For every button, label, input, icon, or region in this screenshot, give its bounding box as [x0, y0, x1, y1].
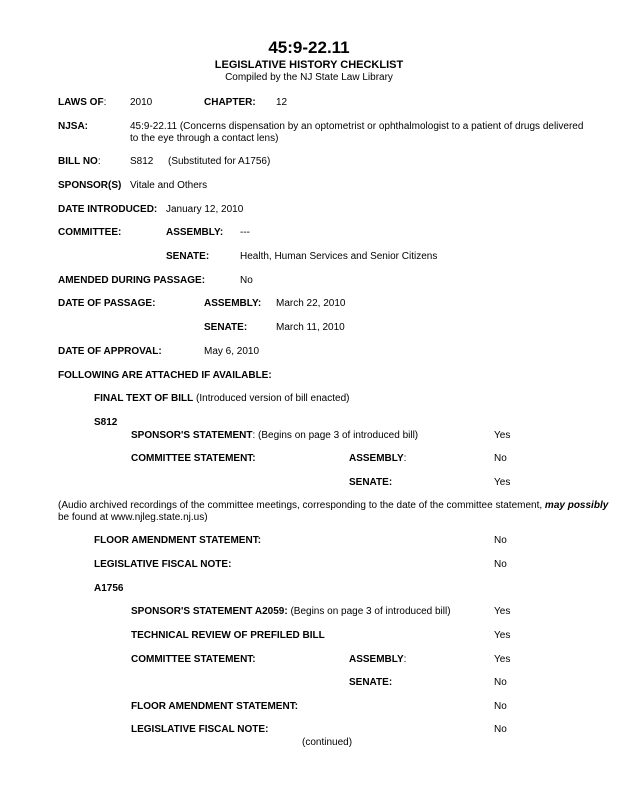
document-title: 45:9-22.11 [268, 38, 350, 57]
continued-note: (continued) [302, 737, 353, 748]
s812-floor-amendment-value: No [494, 535, 507, 546]
amended-label: AMENDED DURING PASSAGE: [58, 275, 206, 286]
bill-no-value: S812 [130, 156, 154, 167]
passage-senate-value: March 11, 2010 [276, 322, 345, 333]
sponsor-label: SPONSOR(S) [58, 180, 122, 191]
s812-sponsor-value: Yes [494, 430, 511, 441]
njsa-value: 45:9-22.11 (Concerns dispensation by an optometrist or ophthalmologist to a patient of drugs delivered to the eye through a contact lens) [130, 121, 584, 144]
committee-assembly-label: ASSEMBLY: [166, 227, 224, 238]
passage-senate-label: SENATE: [204, 322, 248, 333]
audio-note-line1: (Audio archived recordings of the committee meetings, corresponding to the date of the committee statement, may possibly [58, 500, 609, 511]
s812-heading: S812 [94, 417, 118, 428]
s812-floor-amendment-label: FLOOR AMENDMENT STATEMENT: [94, 535, 262, 546]
following-attached-heading: FOLLOWING ARE ATTACHED IF AVAILABLE: [58, 370, 272, 381]
s812-committee-statement-label: COMMITTEE STATEMENT: [131, 453, 256, 464]
a1756-floor-amendment-label: FLOOR AMENDMENT STATEMENT: [131, 701, 299, 712]
njsa-label: NJSA: [58, 121, 89, 132]
a1756-technical-review-value: Yes [494, 630, 511, 641]
date-of-approval-label: DATE OF APPROVAL: [58, 346, 162, 357]
document-subtitle: LEGISLATIVE HISTORY CHECKLIST [214, 59, 404, 71]
s812-assembly-label: ASSEMBLY: [349, 453, 407, 464]
a1756-assembly-label: ASSEMBLY: [349, 654, 407, 665]
committee-label: COMMITTEE: [58, 227, 122, 238]
s812-fiscal-note-value: No [494, 559, 507, 570]
audio-note-line2: be found at www.njleg.state.nj.us) [58, 512, 208, 523]
committee-assembly-value: --- [240, 227, 250, 238]
amended-value: No [240, 275, 253, 286]
passage-assembly-value: March 22, 2010 [276, 298, 346, 309]
date-introduced-value: January 12, 2010 [166, 204, 244, 215]
date-of-passage-label: DATE OF PASSAGE: [58, 298, 156, 309]
date-introduced-label: DATE INTRODUCED: [58, 204, 158, 215]
s812-fiscal-note-label: LEGISLATIVE FISCAL NOTE: [94, 559, 232, 570]
a1756-floor-amendment-value: No [494, 701, 507, 712]
a1756-fiscal-note-label: LEGISLATIVE FISCAL NOTE: [131, 724, 269, 735]
a1756-technical-review-label: TECHNICAL REVIEW OF PREFILED BILL [131, 630, 325, 641]
date-of-approval-value: May 6, 2010 [204, 346, 260, 357]
a1756-heading: A1756 [94, 583, 124, 594]
laws-of-value: 2010 [130, 97, 153, 108]
s812-sponsor-statement: SPONSOR'S STATEMENT: (Begins on page 3 of introduced bill) [131, 430, 419, 441]
a1756-senate-value: No [494, 677, 507, 688]
committee-senate-value: Health, Human Services and Senior Citizens [240, 251, 438, 262]
sponsor-value: Vitale and Others [130, 180, 208, 191]
s812-assembly-value: No [494, 453, 507, 464]
a1756-sponsor-value: Yes [494, 606, 511, 617]
bill-no-label: BILL NO: [58, 156, 101, 167]
compiled-by: Compiled by the NJ State Law Library [225, 72, 393, 83]
s812-senate-value: Yes [494, 477, 511, 488]
laws-of-label: LAWS OF: [58, 97, 107, 108]
a1756-fiscal-note-value: No [494, 724, 507, 735]
final-text-of-bill: FINAL TEXT OF BILL (Introduced version of bill enacted) [94, 393, 350, 404]
a1756-assembly-value: Yes [494, 654, 511, 665]
a1756-senate-label: SENATE: [349, 677, 393, 688]
bill-substituted: (Substituted for A1756) [168, 156, 271, 167]
committee-senate-label: SENATE: [166, 251, 210, 262]
chapter-value: 12 [276, 97, 288, 108]
chapter-label: CHAPTER: [204, 97, 256, 108]
a1756-sponsor-statement: SPONSOR'S STATEMENT A2059: (Begins on page 3 of introduced bill) [131, 606, 451, 617]
a1756-committee-statement-label: COMMITTEE STATEMENT: [131, 654, 256, 665]
passage-assembly-label: ASSEMBLY: [204, 298, 262, 309]
s812-senate-label: SENATE: [349, 477, 393, 488]
